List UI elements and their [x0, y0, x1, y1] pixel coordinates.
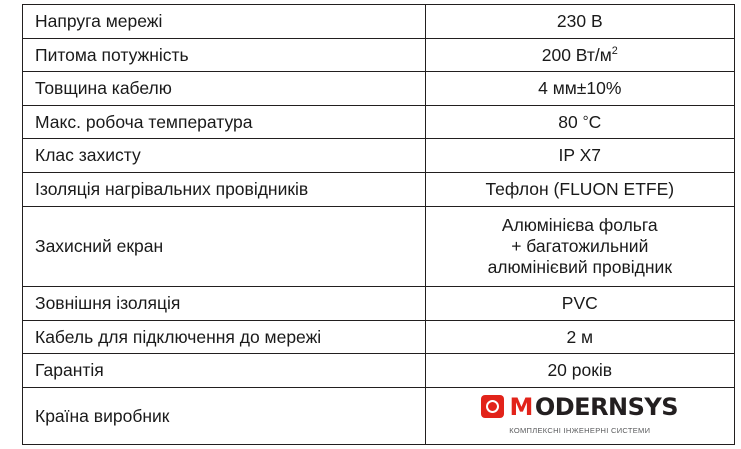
row-value — [425, 206, 734, 287]
row-value: 20 років — [425, 354, 734, 388]
row-value-line: Алюмінієва фольга — [501, 214, 658, 235]
row-value-line: + багатожильний — [511, 235, 649, 256]
logo-tagline: КОМПЛЕКСНІ ІНЖЕНЕРНІ СИСТЕМИ — [509, 425, 651, 435]
specification-table — [22, 4, 735, 445]
row-label: Питома потужність — [23, 38, 426, 72]
row-label: Зовнішня ізоляція — [23, 287, 426, 321]
row-label: Кабель для підключення до мережі — [23, 320, 426, 354]
row-value: IP X7 — [425, 139, 734, 173]
row-value: 2 м — [425, 320, 734, 354]
row-label: Ізоляція нагрівальних провідників — [23, 172, 426, 206]
row-label: Країна виробник — [23, 388, 426, 445]
table-row — [23, 354, 735, 388]
table-row — [23, 206, 735, 287]
table-row — [23, 5, 735, 39]
table-row — [23, 72, 735, 106]
table-row — [23, 172, 735, 206]
row-value: Тефлон (FLUON ETFE) — [425, 172, 734, 206]
logo-wordmark — [481, 392, 679, 421]
row-value: 80 °C — [425, 105, 734, 139]
row-label: Захисний екран — [23, 206, 426, 287]
row-value — [425, 38, 734, 72]
logo-name-rest: ODERNSYS — [534, 392, 679, 421]
modernsys-logo — [481, 392, 679, 437]
row-label: Товщина кабелю — [23, 72, 426, 106]
table-row — [23, 105, 735, 139]
table-row — [23, 320, 735, 354]
table-row — [23, 388, 735, 445]
row-value: 4 мм±10% — [425, 72, 734, 106]
circle-mark-icon — [481, 395, 504, 418]
row-value: 230 В — [425, 5, 734, 39]
row-label: Макс. робоча температура — [23, 105, 426, 139]
logo-accent-letter: M — [509, 392, 533, 421]
row-label: Клас захисту — [23, 139, 426, 173]
row-value-text: 200 $Вт/м^2$ — [541, 44, 618, 65]
manufacturer-logo-cell — [425, 388, 734, 445]
row-value: PVC — [425, 287, 734, 321]
row-label: Напруга мережі — [23, 5, 426, 39]
table-row — [23, 139, 735, 173]
table-row — [23, 38, 735, 72]
row-value-line: алюмінієвий провідник — [487, 256, 672, 277]
row-label: Гарантія — [23, 354, 426, 388]
table-row — [23, 287, 735, 321]
